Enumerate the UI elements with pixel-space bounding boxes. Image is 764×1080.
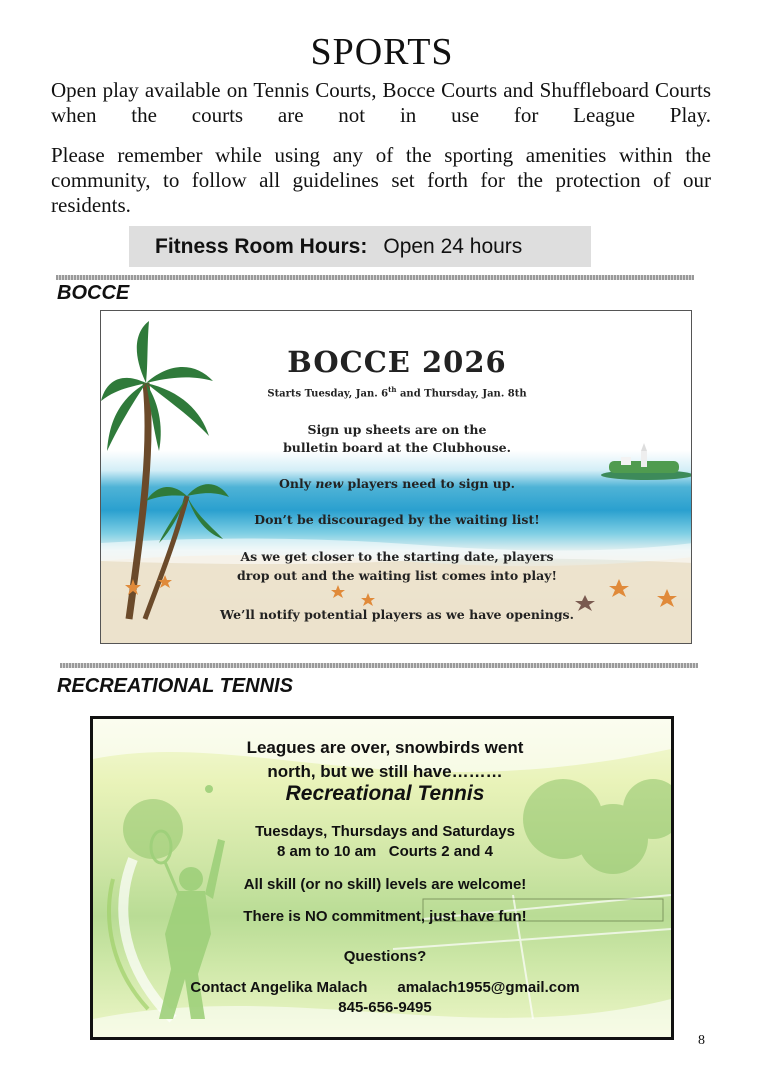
section-divider bbox=[60, 663, 698, 668]
bocce-flyer bbox=[100, 310, 692, 644]
bocce-players-line-1: As we get closer to the starting date, players bbox=[240, 549, 554, 564]
fitness-hours-value: Open 24 hours bbox=[383, 235, 523, 258]
bocce-signup-line-1: Sign up sheets are on the bbox=[307, 422, 487, 437]
start-date-suffix: th bbox=[388, 385, 397, 394]
tennis-questions: Questions? bbox=[343, 948, 427, 965]
tennis-skill-levels: All skill (or no skill) levels are welcome! bbox=[243, 876, 527, 893]
new-players-post: players need to sign up. bbox=[343, 476, 515, 491]
tennis-commitment: There is NO commitment, just have fun! bbox=[243, 908, 527, 925]
bocce-start-dates bbox=[101, 385, 692, 399]
fitness-hours-banner bbox=[129, 226, 591, 267]
bocce-new-players-line bbox=[101, 476, 692, 491]
start-date-text-2: and Thursday, Jan. 8th bbox=[396, 388, 527, 400]
bocce-section-heading: BOCCE bbox=[57, 282, 130, 304]
tennis-days: Tuesdays, Thursdays and Saturdays bbox=[255, 823, 515, 840]
bocce-waiting-list-line: Don’t be discouraged by the waiting list! bbox=[254, 512, 540, 527]
tennis-section-heading: RECREATIONAL TENNIS bbox=[57, 675, 293, 697]
tennis-contact-email[interactable]: amalach1955@gmail.com bbox=[397, 979, 580, 996]
new-players-pre: Only bbox=[279, 476, 316, 491]
fitness-hours-label: Fitness Room Hours: bbox=[155, 235, 368, 258]
bocce-signup-line-2: bulletin board at the Clubhouse. bbox=[283, 440, 511, 455]
start-date-text: Starts Tuesday, Jan. 6 bbox=[267, 388, 389, 400]
bocce-players-line-2: drop out and the waiting list comes into play! bbox=[237, 568, 557, 583]
intro-paragraph: Open play available on Tennis Courts, Bocce Courts and Shuffleboard Courts when the courts are not in use for League Play. bbox=[51, 78, 711, 127]
tennis-flyer bbox=[90, 716, 674, 1040]
tennis-intro-line-1: Leagues are over, snowbirds went bbox=[246, 738, 524, 757]
tennis-contact-name: Contact Angelika Malach bbox=[190, 979, 368, 996]
bocce-notify-line: We’ll notify potential players as we have openings. bbox=[220, 607, 574, 622]
section-divider bbox=[56, 275, 694, 280]
tennis-contact-phone[interactable]: 845-656-9495 bbox=[338, 999, 432, 1016]
page-title: SPORTS bbox=[310, 31, 454, 73]
tennis-contact-line bbox=[93, 979, 674, 996]
tennis-intro-line-2: north, but we still have……… bbox=[267, 762, 503, 781]
guidelines-paragraph: Please remember while using any of the sporting amenities within the community, to follow all guidelines set forth for the protection of our residents. bbox=[51, 143, 711, 217]
tennis-times-courts: 8 am to 10 am Courts 2 and 4 bbox=[277, 843, 493, 860]
tennis-flyer-title: Recreational Tennis bbox=[285, 782, 485, 805]
bocce-flyer-title: BOCCE 2026 bbox=[287, 345, 507, 379]
new-players-emphasis: new bbox=[315, 476, 344, 491]
page-number: 8 bbox=[698, 1033, 705, 1048]
